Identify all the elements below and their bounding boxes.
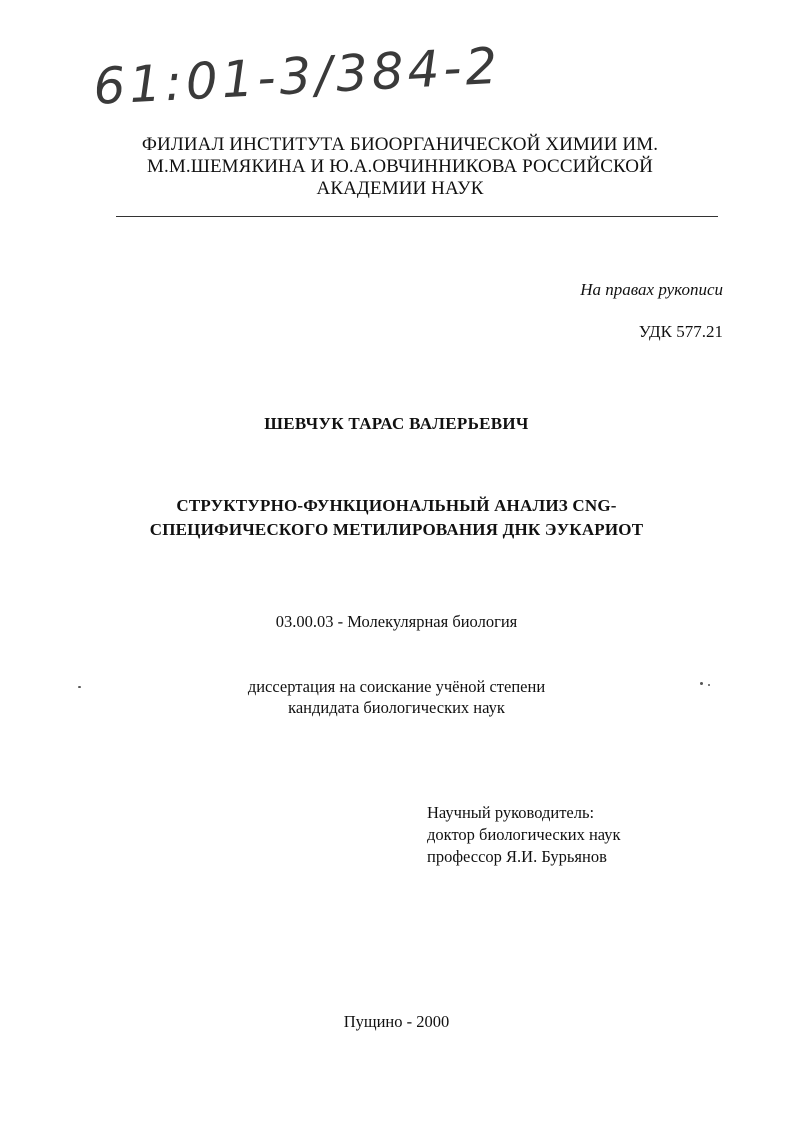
degree-statement: [0, 676, 793, 718]
place-and-year: Пущино - 2000: [343, 1012, 450, 1031]
supervisor-line-2: доктор биологических наук: [427, 825, 621, 844]
thesis-title-line-2: СПЕЦИФИЧЕСКОГО МЕТИЛИРОВАНИЯ ДНК ЭУКАРИОТ: [149, 520, 644, 539]
institution-line-1: ФИЛИАЛ ИНСТИТУТА БИООРГАНИЧЕСКОЙ ХИМИИ ИМ.: [141, 134, 659, 155]
thesis-title: [0, 494, 793, 542]
handwritten-archive-stamp: 61:01-3/384-2: [92, 36, 503, 116]
author-name: ШЕВЧУК ТАРАС ВАЛЕРЬЕВИЧ: [264, 414, 529, 433]
institution-line-2: М.М.ШЕМЯКИНА И Ю.А.ОВЧИННИКОВА РОССИЙСКОЙ: [147, 156, 653, 177]
degree-line-1: диссертация на соискание учёной степени: [247, 677, 546, 696]
supervisor-block: [427, 802, 621, 868]
institution-name: [100, 134, 700, 200]
thesis-title-line-1: СТРУКТУРНО-ФУНКЦИОНАЛЬНЫЙ АНАЛИЗ CNG-: [176, 496, 617, 515]
scan-speck: [700, 682, 703, 685]
udc-code: УДК 577.21: [638, 322, 723, 341]
institution-line-3: АКАДЕМИИ НАУК: [316, 178, 484, 199]
supervisor-line-1: Научный руководитель:: [427, 803, 595, 822]
supervisor-line-3: профессор Я.И. Бурьянов: [427, 847, 607, 866]
scan-speck: [78, 686, 81, 688]
header-divider: [116, 216, 718, 217]
degree-line-2: кандидата биологических наук: [288, 698, 505, 717]
specialty-code: 03.00.03 - Молекулярная биология: [275, 612, 518, 631]
rights-note: На правах рукописи: [580, 280, 723, 299]
scan-speck: [708, 684, 710, 686]
